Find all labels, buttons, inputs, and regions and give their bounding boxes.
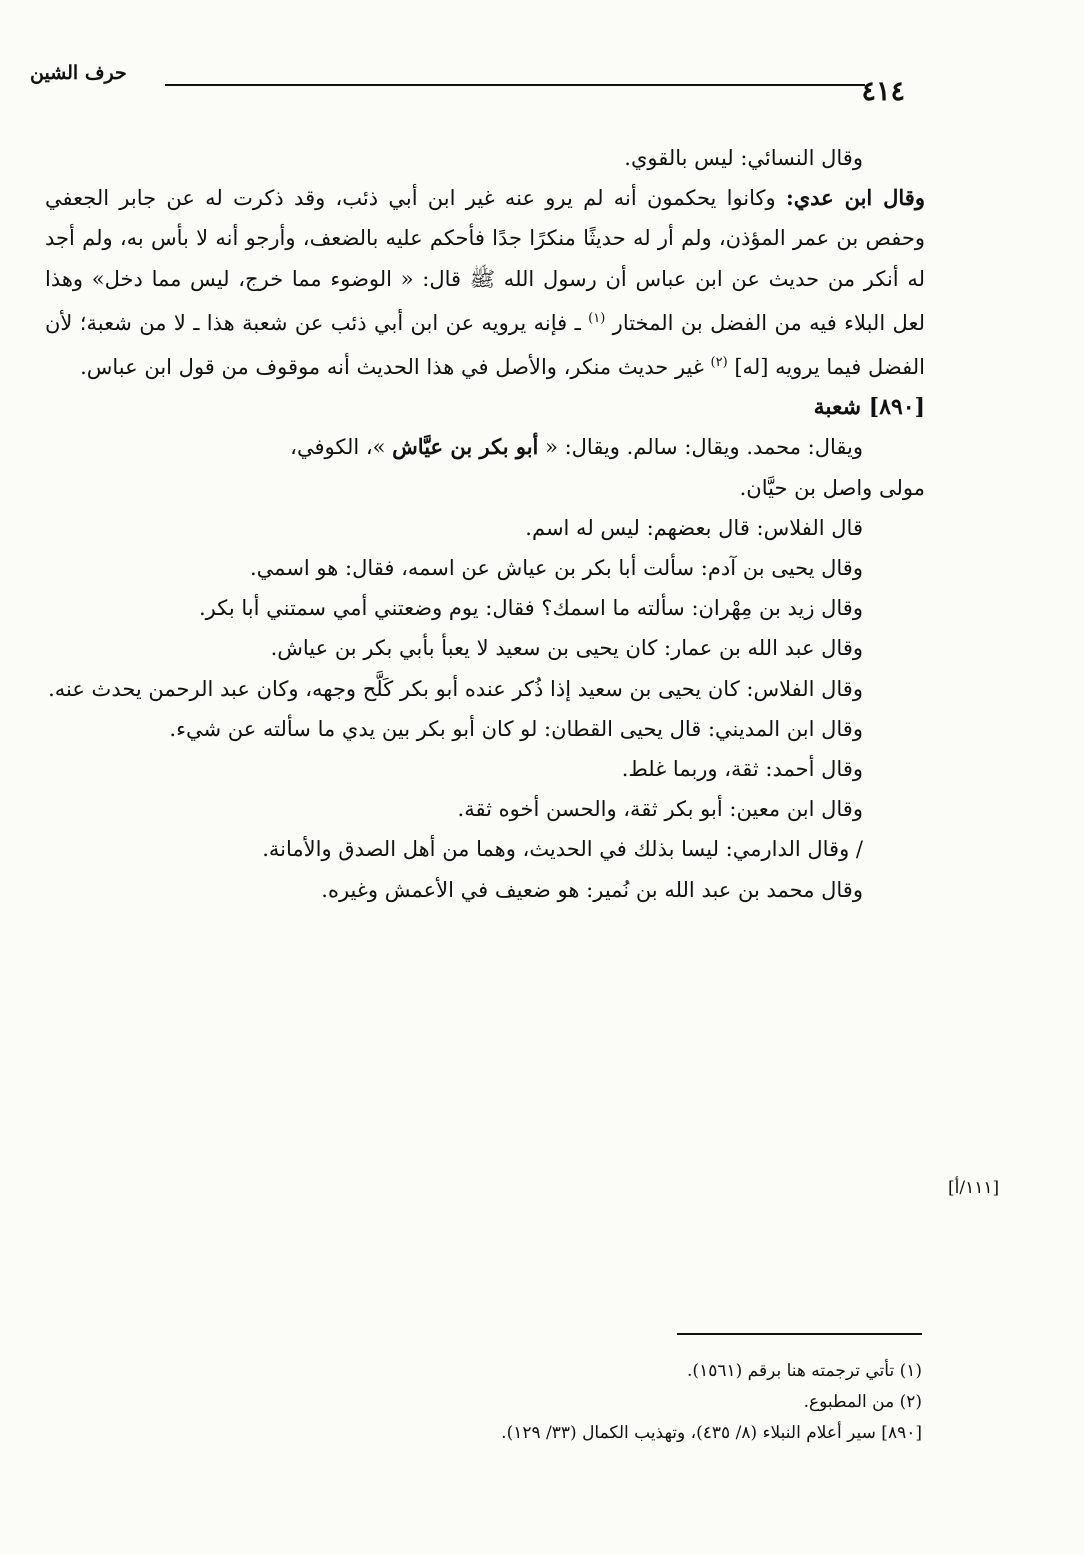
- main-text: [45, 138, 925, 910]
- paragraph: [45, 427, 925, 467]
- paragraph: وقال يحيى بن آدم: سألت أبا بكر بن عياش عن اسمه، فقال: هو اسمي.: [250, 556, 863, 581]
- paragraph: وقال ابن معين: أبو بكر ثقة، والحسن أخوه ثقة.: [457, 797, 863, 822]
- paragraph: وقال ابن المديني: قال يحيى القطان: لو كان أبو بكر بين يدي ما سألته عن شيء.: [169, 716, 863, 741]
- paragraph: [45, 178, 925, 387]
- footnotes: [200, 1356, 922, 1449]
- paragraph-lead: وقال ابن عدي:: [785, 185, 925, 211]
- page-number: ٤١٤: [861, 76, 905, 107]
- footnote-marker: (٢): [710, 355, 728, 371]
- header-rule: [165, 84, 865, 86]
- paragraph: قال الفلاس: قال بعضهم: ليس له اسم.: [525, 515, 863, 540]
- entry-heading: [٨٩٠] شعبة: [813, 394, 925, 421]
- paragraph-text: غير حديث منكر، والأصل في هذا الحديث أنه موقوف من قول ابن عباس.: [80, 355, 711, 380]
- margin-folio-reference: [١١١/أ]: [948, 1178, 1000, 1198]
- paragraph: وقال الفلاس: كان يحيى بن سعيد إذا ذُكر عنده أبو بكر كَلَّح وجهه، وكان عبد الرحمن يحدث عنه.: [48, 676, 863, 701]
- paragraph: مولى واصل بن حيَّان.: [739, 475, 925, 500]
- footnote: (٢) من المطبوع.: [803, 1392, 922, 1412]
- paragraph: وقال محمد بن عبد الله بن نُمير: هو ضعيف في الأعمش وغيره.: [321, 877, 863, 902]
- footnote: [٨٩٠] سير أعلام النبلاء (٨/ ٤٣٥)، وتهذيب الكمال (٣٣/ ١٢٩).: [501, 1423, 922, 1443]
- name-highlight: أبو بكر بن عيَّاش: [392, 434, 539, 460]
- paragraph-text: »، الكوفي،: [290, 435, 393, 460]
- paragraph: وقال النسائي: ليس بالقوي.: [624, 146, 863, 170]
- paragraph-text: وكانوا يحكمون أنه لم يرو عنه غير ابن أبي ذئب، وقد ذكرت له عن جابر الجعفي وحفص بن عمر المؤذن، ولم أر له حديثًا منكرًا جدًا فأحكم عليه بالضعف، وأرجو أنه لا بأس به، ولم أجد له أنكر من حديث عن ابن عباس أن رسول الله ﷺ قال: « الوضوء مما خرج، ليس مما دخل» وهذا لعل البلاء فيه من الفضل بن المختار: [45, 186, 925, 335]
- paragraph: وقال أحمد: ثقة، وربما غلط.: [621, 757, 863, 782]
- footnote-rule: [677, 1333, 922, 1335]
- paragraph: / وقال الدارمي: ليسا بذلك في الحديث، وهما من أهل الصدق والأمانة.: [262, 837, 863, 862]
- paragraph: وقال عبد الله بن عمار: كان يحيى بن سعيد لا يعبأ بأبي بكر بن عياش.: [270, 636, 863, 661]
- paragraph: وقال زيد بن مِهْران: سألته ما اسمك؟ فقال: يوم وضعتني أمي سمتني أبا بكر.: [198, 596, 863, 621]
- footnote-marker: (١): [588, 310, 606, 326]
- footnote: (١) تأتي ترجمته هنا برقم (١٥٦١).: [687, 1361, 922, 1381]
- paragraph-text: ويقال: محمد. ويقال: سالم. ويقال: «: [538, 435, 863, 460]
- paragraph-text: ـ فإنه يرويه عن ابن أبي ذئب عن شعبة هذا ـ لا من شعبة؛ لأن الفضل فيما يرويه [له]: [45, 310, 925, 380]
- page-header: [30, 62, 905, 114]
- running-title: حرف الشين: [30, 62, 127, 84]
